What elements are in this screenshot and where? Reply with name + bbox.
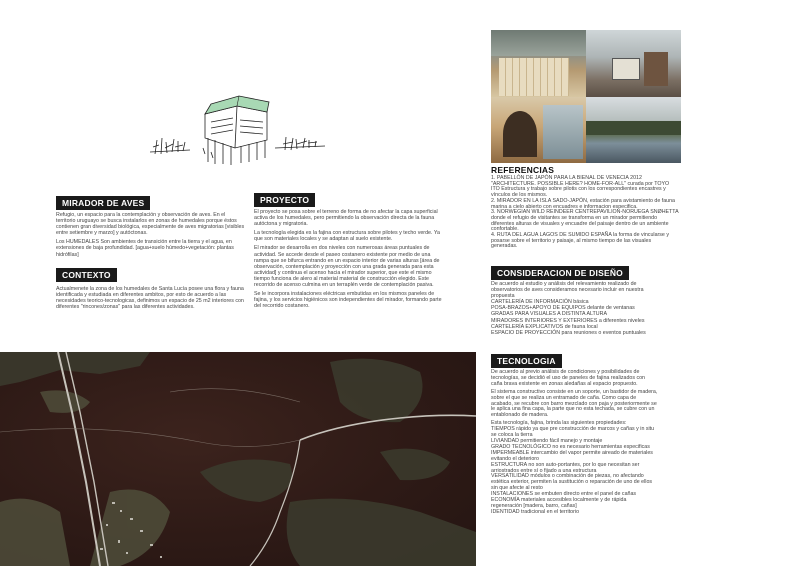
reference-photo-3 — [491, 97, 586, 163]
consideracion-line: ESPACIO DE PROYECCIÓN para reuniones o eventos puntuales — [491, 329, 646, 336]
consideracion-line: propuesta — [491, 293, 515, 300]
ref-line: ITO Estructura y trabajo sobre pilotis con los correspondientes encastres y — [491, 186, 666, 193]
ref-line: donde el refugio de visitantes se transforma en un mirador permitiendo — [491, 214, 658, 221]
tecnologia-property-line: VERSATILIDAD módulos o combinación de piezas, no afectando — [491, 473, 644, 480]
tecnologia-intro-line: tecnologías, se decidió el uso de paneles de fajina realizados con — [491, 374, 646, 381]
tecnologia-system-line: El sistema constructivo consiste en un soporte, un bastidor de madera, — [491, 388, 658, 395]
proyecto-paragraph-3: El mirador se desarrolla en dos niveles con numerosas áreas puntuales de actividad. Se accede desde el paseo costanero existente por medio de una rampa que se bifurca entrando en un espacio interior de varias alturas [área de observación, contemplación y proyección con una grada generada para esta actividad] y continua el acenso hacia el mirador superior, que este el mismo tiempo funciona de alero al material material de construcción elegido. Este recorrido de acenso culmina en un terraplén verde de contemplación pasiva. — [254, 245, 440, 289]
tecnologia-heading: TECNOLOGIA — [491, 354, 562, 368]
proyecto-paragraph-4: Se le incorpora instalaciones eléctricas embutidas en los mismos paneles de fajina, y los servicios higiénicos son independientes del mirador, formando parte del recorrido costanero. — [254, 291, 442, 310]
tecnologia-property-line: Esta tecnología, fajina, brinda las siguientes propiedades: — [491, 420, 627, 427]
contexto-paragraph-1: Actualmenete la zona de los humedales de Santa Lucía posee una flora y fauna identificada y estudiada en diferentes ambitos, por esto de acuerdo a las necesidades teorico-tecnologicas, definimos un espacio de 25 m2 interiores con diferentes "rincones/zonas" para las diferentes actividades. — [56, 286, 244, 311]
tecnologia-property-line: LIVIANDAD permitiendo fácil manejo y montaje — [491, 437, 603, 444]
tecnologia-property-line: se coloca la tierra — [491, 432, 533, 439]
proyecto-paragraph-1: El proyecto se posa sobre el terreno de forma de no afectar la capa superficial activa de los humedales, pero permitiendo la observación directa de la fauna autóctona y migratoria. — [254, 209, 438, 228]
mirador-sketch — [145, 92, 330, 167]
mirador-text — [56, 212, 246, 261]
ref-line: 3. NORWEGIAN WILD REINDEER CENTREPAVILION-NORUEGA SNØHETTA — [491, 209, 679, 216]
tecnologia-property-line: IMPERMEABLE intercambio del vapor permite aireado de materiales — [491, 449, 653, 456]
ref-line: posarse sobre el territorio y paisaje, al mismo tiempo de las visuales — [491, 237, 652, 244]
reference-photo-1 — [491, 30, 586, 97]
tecnologia-property-line: ECONOMÍA materiales accesibles localmente y de rápida — [491, 497, 627, 504]
tecnologia-property-line: IDENTIDAD tradicional en el territorio — [491, 508, 580, 515]
aerial-photo — [0, 352, 476, 566]
consideracion-line: De acuerdo al estudio y análisis del relevamiento realizado de — [491, 281, 637, 287]
proyecto-text — [254, 209, 446, 312]
tecnologia-property-line: evitando el deterioro — [491, 455, 539, 462]
tecnologia-system-line: entablonado de madera. — [491, 412, 549, 419]
ref-line: 4. RUTA DEL AGUA LAGOS DE SUMIDO ESPAÑA la forma de vincularse y — [491, 232, 669, 239]
mirador-paragraph-1: Refugio, un espacio para la contemplación y observación de aves. En el territorio uruguayo se busca instalarlos en zonas de humedales porque éstos contienen gran diversidad biológica, especialmente de aves migratorias [visibles entre setiembre y marzo] y autóctonas. — [56, 212, 245, 237]
referencias-heading: REFERENCIAS — [491, 165, 555, 175]
ref-line: confortable. — [491, 226, 519, 233]
tecnologia-intro-line: caña brava existente en zonas aledañas al espacio propuesto. — [491, 380, 638, 387]
ref-line: 2. MIRADOR EN LA ISLA SADO-JAPÓN, estación para avistamiento de fauna — [491, 197, 676, 204]
ref-line: "ARCHITECTURE. POSSIBLE HERE? HOME-FOR-ALL" curada por TOYO — [491, 180, 670, 187]
ref-line: 1. PABELLÓN DE JAPÓN PARA LA BIENAL DE VENECIA 2012 — [491, 175, 642, 181]
reference-photo-2 — [586, 30, 681, 97]
consideracion-line: CARTELERÍA EXPLICATIVOS de fauna local — [491, 323, 598, 330]
tecnologia-property-line: sin que afecte al resto — [491, 485, 543, 492]
referencias-text — [491, 176, 691, 250]
contexto-text — [56, 286, 246, 313]
ref-line: marina a cielo abierto con encuadres e informacion especifica. — [491, 203, 638, 210]
mirador-heading: MIRADOR DE AVES — [56, 196, 150, 210]
tecnologia-property-line: ESTRUCTURA no son auto-portantes, por lo que necesitan ser — [491, 461, 640, 468]
tecnologia-property-line: regeneración [madera, barro, cañas] — [491, 502, 577, 509]
consideracion-line: observatorios de aves consideramos necesario incluir en nuestra — [491, 287, 644, 294]
aerial-photo-drawing — [0, 352, 476, 566]
mirador-paragraph-2: Los HUMEDALES Son ambientes de transición entre la tierra y el agua, en extensiones de baja profundidad. [agua+suelo húmedo+vegetación: plantas hidrófilas] — [56, 239, 234, 258]
ref-line: vínculos de los mismos. — [491, 192, 548, 199]
consideracion-line: POSA-BRAZOS+APOYO DE EQUIPOS delante de ventanas — [491, 305, 635, 312]
ref-line: diferentes alturas de visuales y encuadre del paisaje dentro de un ambiente — [491, 220, 669, 227]
consideracion-line: CARTELERÍA DE INFORMACIÓN básica — [491, 299, 589, 306]
tecnologia-system-line: sobre el que se realiza un entramado de caña. Como capa de — [491, 394, 637, 401]
consideracion-heading: CONSIDERACION DE DISEÑO — [491, 266, 629, 280]
tecnologia-property-line: TIEMPOS rápido ya que pre construcción de marcos y cañas y in situ — [491, 426, 655, 433]
tecnologia-text — [491, 370, 691, 516]
tecnologia-system-line: le aplica una fina capa, la parte que no esta techada, se cubre con un — [491, 406, 655, 413]
contexto-heading: CONTEXTO — [56, 268, 117, 282]
consideracion-text — [491, 281, 691, 336]
proyecto-paragraph-2: La tecnología elegida es la fajina con estructura sobre pilotes y techo verde. Ya que son materiales locales y se adaptan al suelo existente. — [254, 230, 440, 243]
tecnologia-intro-line: De acuerdo al previo análisis de condiciones y posibilidades de — [491, 369, 640, 375]
tecnologia-property-line: INSTALACIONES se embuten directo entre el panel de cañas — [491, 491, 637, 498]
consideracion-line: GRADAS PARA VISUALES A DISTINTA ALTURA — [491, 311, 607, 318]
tecnologia-system-line: acabado, se recubre con barro mezclado con paja y posteriormente se — [491, 400, 657, 407]
reference-photo-4 — [586, 97, 681, 163]
tecnologia-property-line: GRADO TECNOLÓGICO no es necesario herramientas especificas — [491, 443, 650, 450]
ref-line: generadas. — [491, 243, 518, 250]
proyecto-heading: PROYECTO — [254, 193, 315, 207]
tecnologia-property-line: estética exterior, permiten la sustitución o reparación de uno de ellos — [491, 479, 653, 486]
consideracion-line: MIRADORES INTERIORES Y EXTERIORES a diferentes niveles — [491, 317, 645, 324]
tecnologia-property-line: arriostrados entre sí o fijado a una estructura — [491, 467, 597, 474]
